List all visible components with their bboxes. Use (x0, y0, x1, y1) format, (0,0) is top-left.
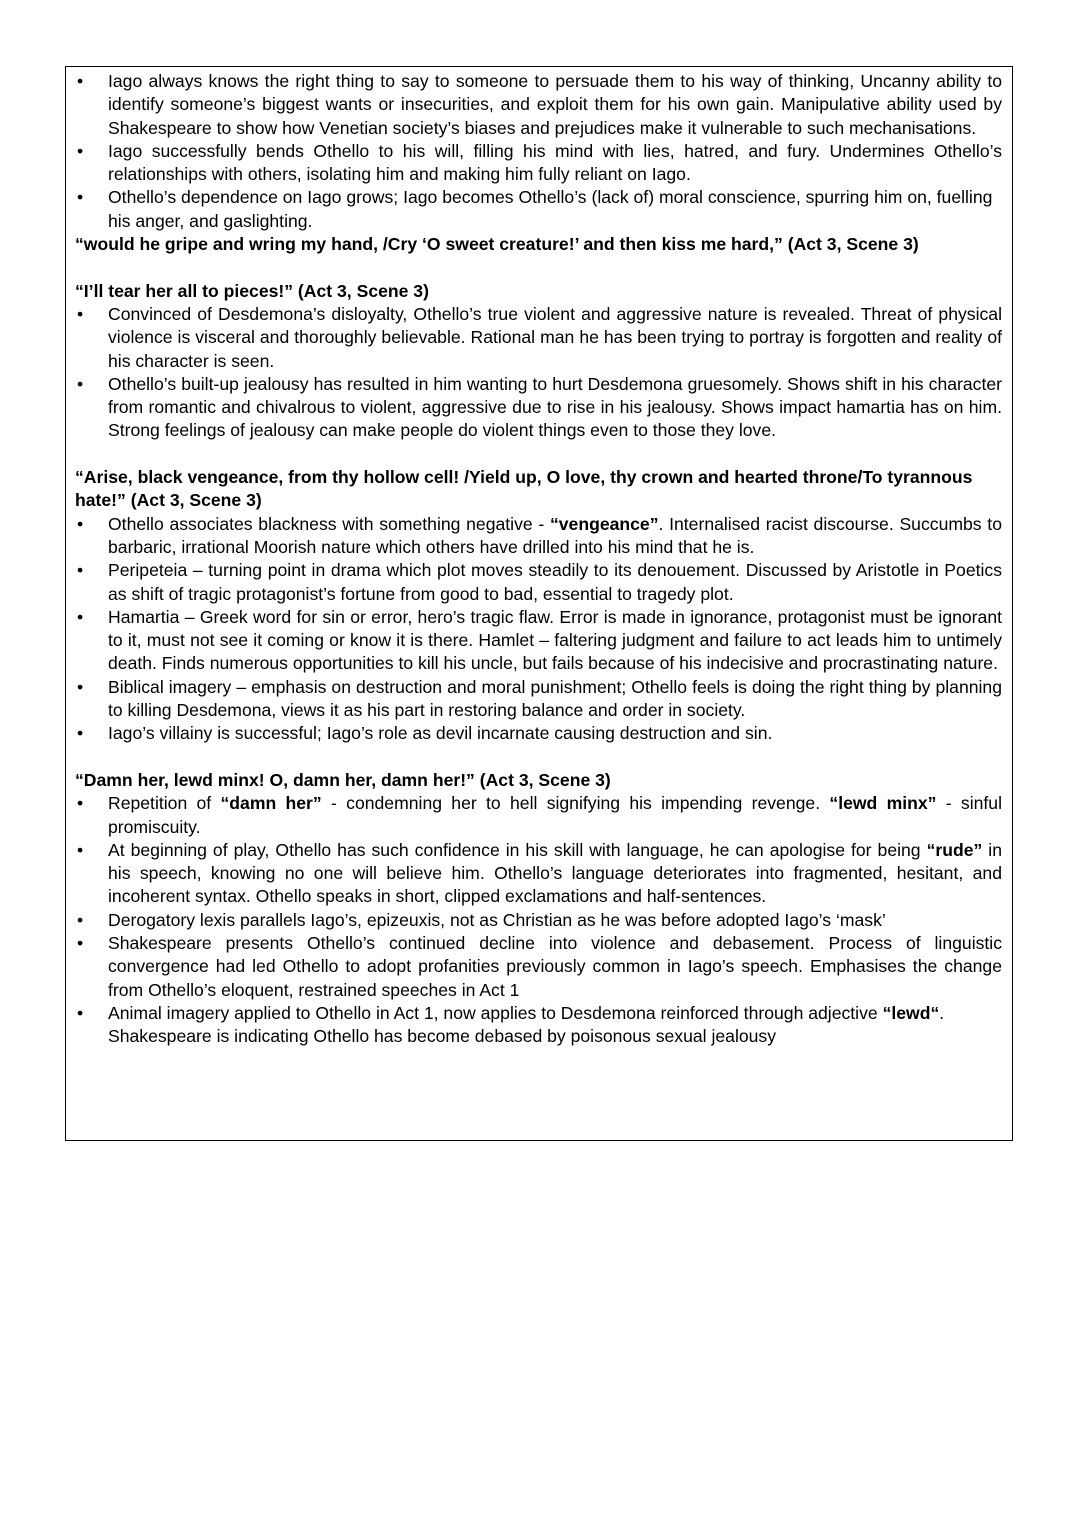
bullet-item (75, 1002, 1002, 1049)
bullet-item (75, 513, 1002, 560)
bold-phrase: “damn her” (220, 793, 322, 814)
text-span: Othello associates blackness with something negative - (108, 513, 550, 534)
bullet-list (75, 792, 1002, 1048)
text-span: - sinful promiscuity. (108, 793, 1002, 837)
text-span: Convinced of Desdemona’s disloyalty, Othello’s true violent and aggressive nature is revealed. Threat of physical violence is visceral and thoroughly believable. Rational man he has been trying to portray is forgotten and reality of his character is seen. (108, 303, 1002, 371)
bullet-list (75, 513, 1002, 746)
blank-line (75, 256, 1002, 279)
bullet-item (75, 839, 1002, 909)
bold-phrase: “vengeance” (549, 513, 659, 534)
bullet-item (75, 909, 1002, 932)
bullet-item (75, 186, 1002, 233)
text-span: Animal imagery applied to Othello in Act 1, now applies to Desdemona reinforced through adjective (108, 1002, 883, 1023)
bullet-item (75, 70, 1002, 140)
text-span: Iago’s villainy is successful; Iago’s role as devil incarnate causing destruction and sin. (108, 723, 773, 744)
quote-heading: “I’ll tear her all to pieces!” (Act 3, Scene 3) (75, 280, 429, 301)
bullet-item (75, 792, 1002, 839)
text-span: Iago successfully bends Othello to his will, filling his mind with lies, hatred, and fury. Undermines Othello’s relationships with others, isolating him and making him fully reliant on Iago. (108, 140, 1002, 185)
bullet-item (75, 676, 1002, 723)
bold-phrase: “lewd“ (882, 1002, 940, 1023)
bold-phrase: “rude” (926, 839, 983, 860)
bullet-item (75, 303, 1002, 373)
bullet-item (75, 722, 1002, 745)
text-span: At beginning of play, Othello has such confidence in his skill with language, he can apologise for being (108, 839, 927, 860)
notes-box (65, 66, 1013, 1141)
text-span: . Internalised racist discourse. Succumbs to barbaric, irrational Moorish nature which others have drilled into his mind that he is. (108, 513, 1002, 557)
bullet-item (75, 559, 1002, 606)
text-span: Iago always knows the right thing to say to someone to persuade them to his way of thinking, Uncanny ability to identify someone’s biggest wants or insecurities, and exploit them for his own gain. Manipulative ability used by Shakespeare to show how Venetian society’s biases and prejudices make it vulnerable to such mechanisations. (108, 71, 1002, 138)
bold-phrase: “lewd minx” (829, 793, 937, 814)
blank-line (75, 443, 1002, 466)
quote-heading: “Arise, black vengeance, from thy hollow cell! /Yield up, O love, thy crown and hearted throne/To tyrannous hate!” (Act 3, Scene 3) (75, 467, 973, 511)
bullet-list (75, 303, 1002, 443)
quote-heading: “would he gripe and wring my hand, /Cry ‘O sweet creature!’ and then kiss me hard,” (Act 3, Scene 3) (75, 234, 919, 255)
bullet-item (75, 373, 1002, 443)
text-span: Derogatory lexis parallels Iago’s, epizeuxis, not as Christian as he was before adopted Iago’s ‘mask’ (108, 909, 886, 930)
text-span: - condemning her to hell signifying his impending revenge. (321, 793, 830, 814)
text-span: in his speech, knowing no one will believe him. Othello’s language deteriorates into fragmented, hesitant, and incoherent syntax. Othello speaks in short, clipped exclamations and half-sentences. (108, 839, 1002, 907)
text-span: Hamartia – Greek word for sin or error, hero’s tragic flaw. Error is made in ignorance, protagonist must be ignorant to it, must not see it coming or know it is there. Hamlet – faltering judgment and failure to act leads him to untimely death. Finds numerous opportunities to kill his uncle, but fails because of his indecisive and procrastinating nature. (108, 606, 1002, 674)
bullet-list (75, 70, 1002, 233)
blank-line (75, 746, 1002, 769)
text-span: Shakespeare presents Othello’s continued decline into violence and debasement. Process of linguistic convergence had led Othello to adopt profanities previously common in Iago’s speech. Emphasises the change from Othello’s eloquent, restrained speeches in Act 1 (108, 932, 1002, 1000)
bullet-item (75, 140, 1002, 187)
text-span: Repetition of (108, 793, 221, 814)
bullet-item (75, 606, 1002, 676)
bullet-item (75, 932, 1002, 1002)
text-span: Othello’s built-up jealousy has resulted in him wanting to hurt Desdemona gruesomely. Shows shift in his character from romantic and chivalrous to violent, aggressive due to rise in his jealousy. Shows impact hamartia has on him. Strong feelings of jealousy can make people do violent things even to those they love. (108, 373, 1002, 441)
text-span: . Shakespeare is indicating Othello has become debased by poisonous sexual jealousy (108, 1002, 945, 1047)
text-span: Biblical imagery – emphasis on destruction and moral punishment; Othello feels is doing the right thing by planning to killing Desdemona, views it as his part in restoring balance and order in society. (108, 676, 1002, 721)
text-span: Othello’s dependence on Iago grows; Iago becomes Othello’s (lack of) moral conscience, spurring him on, fuelling his anger, and gaslighting. (108, 187, 993, 231)
quote-heading: “Damn her, lewd minx! O, damn her, damn her!” (Act 3, Scene 3) (75, 769, 611, 790)
text-span: Peripeteia – turning point in drama which plot moves steadily to its denouement. Discussed by Aristotle in Poetics as shift of tragic protagonist’s fortune from good to bad, essential to tragedy plot. (108, 560, 1002, 604)
